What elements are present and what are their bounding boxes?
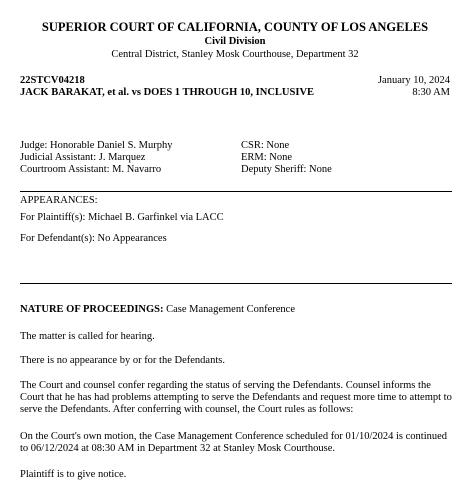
section-divider bbox=[20, 283, 452, 284]
proceedings-paragraph: There is no appearance by or for the Defendants. bbox=[20, 355, 225, 366]
court-location: Central District, Stanley Mosk Courthouse, Department 32 bbox=[111, 49, 359, 60]
court-staff-left bbox=[20, 140, 173, 176]
case-title: JACK BARAKAT, et al. vs DOES 1 THROUGH 10, INCLUSIVE bbox=[20, 87, 315, 98]
hearing-time: 8:30 AM bbox=[412, 87, 450, 98]
nature-label: NATURE OF PROCEEDINGS: bbox=[20, 304, 164, 315]
proceedings-paragraph: On the Court's own motion, the Case Management Conference scheduled for 01/10/2024 is continued to 06/12/2024 at 08:30 AM in Department 32 at Stanley Mosk Courthouse. bbox=[20, 431, 448, 454]
proceedings-paragraph: The matter is called for hearing. bbox=[20, 331, 155, 342]
judge-line: Judge: Honorable Daniel S. Murphy bbox=[20, 140, 173, 151]
erm-line: ERM: None bbox=[241, 152, 293, 163]
defendant-appearance: For Defendant(s): No Appearances bbox=[20, 233, 167, 244]
judicial-assistant-line: Judicial Assistant: J. Marquez bbox=[20, 152, 146, 163]
plaintiff-appearance: For Plaintiff(s): Michael B. Garfinkel via LACC bbox=[20, 212, 224, 223]
nature-of-proceedings bbox=[20, 304, 295, 316]
court-division: Civil Division bbox=[204, 36, 266, 47]
appearances-heading: APPEARANCES: bbox=[20, 195, 98, 206]
section-divider bbox=[20, 191, 452, 192]
csr-line: CSR: None bbox=[241, 140, 290, 151]
proceedings-paragraph: The Court and counsel confer regarding the status of serving the Defendants. Counsel informs the Court that he has had problems attempting to serve the Defendants and request more time to attempt to serve the Defendants. After conferring with counsel, the Court rules as follows: bbox=[20, 380, 452, 415]
court-name: SUPERIOR COURT OF CALIFORNIA, COUNTY OF LOS ANGELES bbox=[41, 20, 429, 34]
hearing-date: January 10, 2024 bbox=[377, 75, 450, 86]
nature-value: Case Management Conference bbox=[163, 304, 296, 315]
case-number: 22STCV04218 bbox=[20, 75, 85, 86]
proceedings-paragraph: Plaintiff is to give notice. bbox=[20, 469, 127, 480]
courtroom-assistant-line: Courtroom Assistant: M. Navarro bbox=[20, 164, 162, 175]
deputy-sheriff-line: Deputy Sheriff: None bbox=[241, 164, 332, 175]
court-staff-right bbox=[241, 140, 332, 176]
